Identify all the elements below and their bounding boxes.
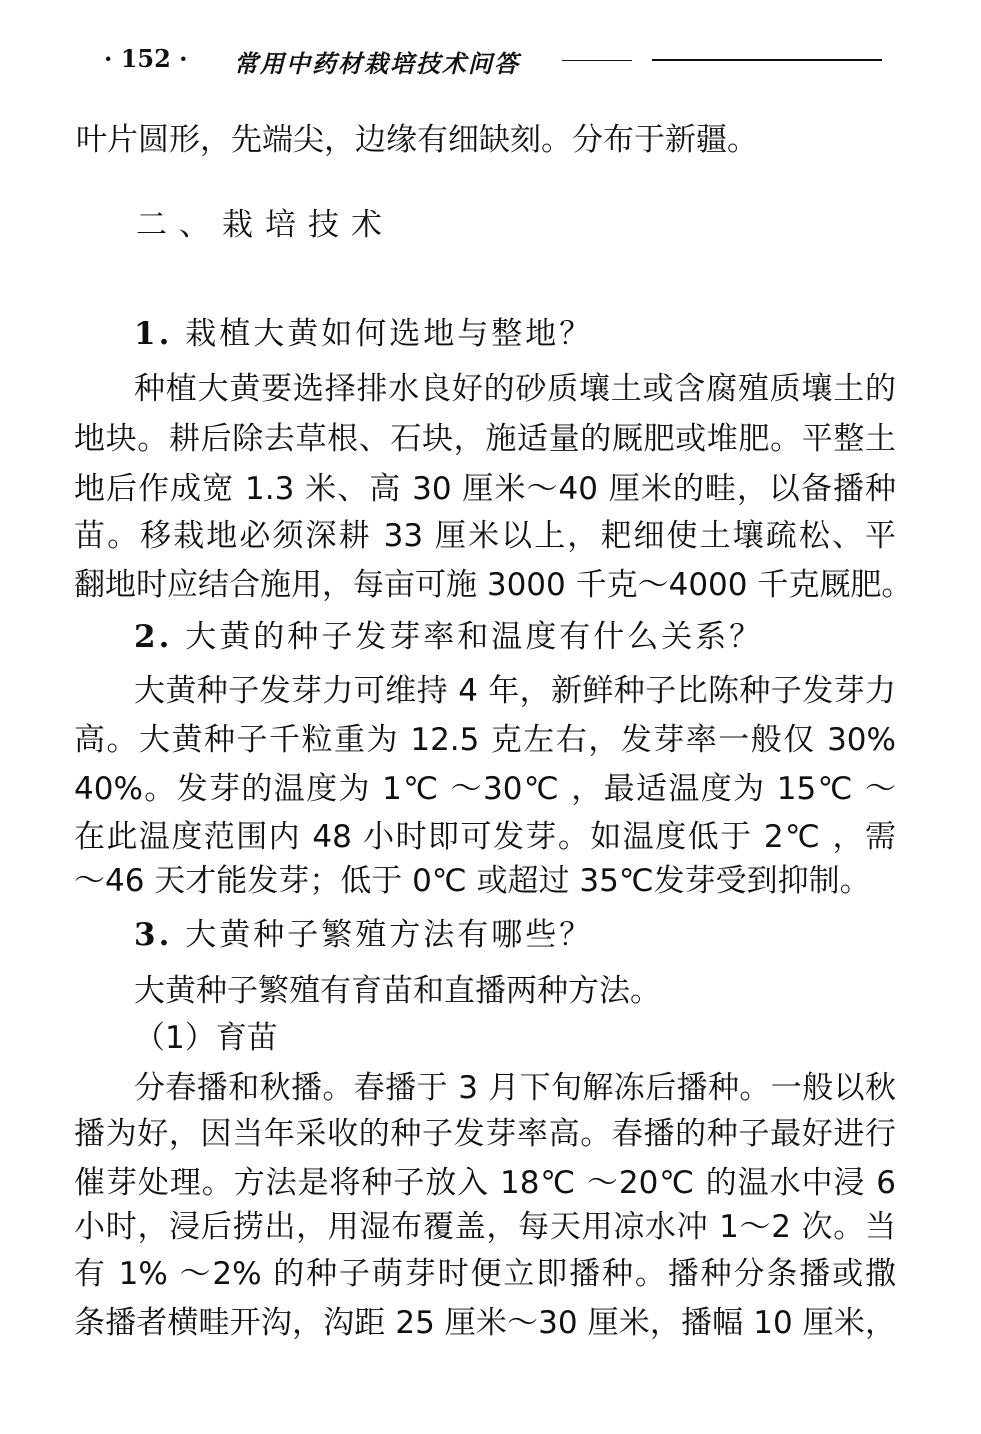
paragraph-line: 大黄种子发芽力可维持 4 年，新鲜种子比陈种子发芽力: [134, 673, 896, 709]
paragraph-line: 播为好，因当年采收的种子发芽率高。春播的种子最好进行: [74, 1116, 896, 1152]
paragraph-line: 高。大黄种子千粒重为 12.5 克左右，发芽率一般仅 30%: [74, 722, 896, 758]
paragraph-line: ～46 天才能发芽；低于 0℃ 或超过 35℃发芽受到抑制。: [74, 863, 871, 899]
question-1-heading: [134, 312, 593, 356]
question-2-heading: [134, 615, 763, 659]
page-header: [104, 40, 894, 80]
paragraph-line: 种植大黄要选择排水良好的砂质壤土或含腐殖质壤土的: [134, 371, 896, 407]
paragraph-line: 地后作成宽 1.3 米、高 30 厘米～40 厘米的畦，以备播种: [74, 471, 896, 507]
question-1-title: 栽植大黄如何选地与整地？: [185, 316, 594, 352]
paragraph-line: 翻地时应结合施用，每亩可施 3000 千克～4000 千克厩肥。: [74, 567, 913, 603]
paragraph-line: 地块。耕后除去草根、石块，施适量的厩肥或堆肥。平整土: [74, 421, 896, 457]
paragraph-line: 小时，浸后捞出，用湿布覆盖，每天用凉水冲 1～2 次。当: [74, 1209, 896, 1245]
header-rule-short: [562, 60, 632, 61]
subsection-heading: （1）育苗: [134, 1020, 278, 1056]
header-rule-long: [652, 59, 882, 61]
question-3-title: 大黄种子繁殖方法有哪些？: [185, 917, 594, 953]
question-1-number: 1.: [134, 316, 173, 352]
page-number: · 152 ·: [104, 44, 188, 73]
paragraph-line: 在此温度范围内 48 小时即可发芽。如温度低于 2℃ ，需: [74, 819, 896, 855]
paragraph-line: 大黄种子繁殖有育苗和直播两种方法。: [134, 973, 661, 1009]
question-3-heading: [134, 913, 593, 957]
question-2-title: 大黄的种子发芽率和温度有什么关系？: [185, 619, 764, 655]
question-2-number: 2.: [134, 619, 173, 655]
paragraph-line: 有 1% ～2% 的种子萌芽时便立即播种。播种分条播或撒: [74, 1256, 896, 1292]
paragraph-line: 催芽处理。方法是将种子放入 18℃ ～20℃ 的温水中浸 6: [74, 1165, 896, 1201]
paragraph-line: 分春播和秋播。春播于 3 月下旬解冻后播种。一般以秋: [134, 1070, 896, 1106]
intro-line: 叶片圆形，先端尖，边缘有细缺刻。分布于新疆。: [76, 122, 758, 158]
question-3-number: 3.: [134, 917, 173, 953]
section-title: 二、栽培技术: [136, 207, 394, 243]
running-title: 常用中药材栽培技术问答: [234, 49, 520, 78]
paragraph-line: 苗。移栽地必须深耕 33 厘米以上，耙细使土壤疏松、平: [74, 518, 896, 554]
paragraph-line: 条播者横畦开沟，沟距 25 厘米～30 厘米，播幅 10 厘米，: [74, 1305, 896, 1341]
paragraph-line: 40%。发芽的温度为 1℃ ～30℃ ，最适温度为 15℃ ～: [74, 771, 896, 807]
